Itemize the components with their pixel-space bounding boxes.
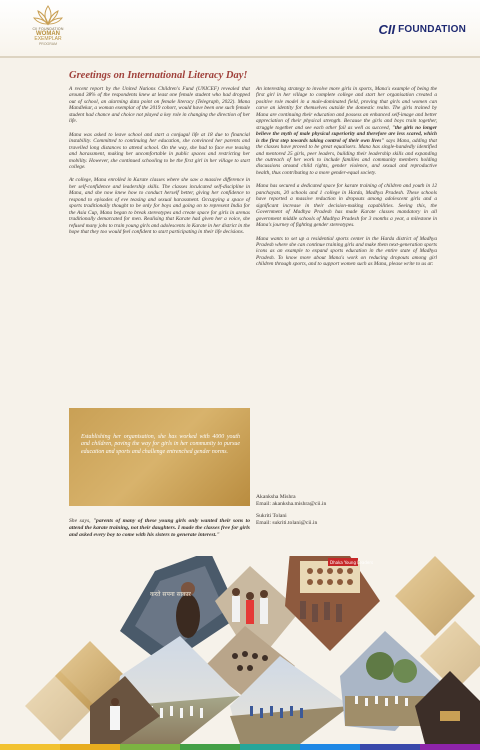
color-band — [360, 744, 420, 750]
color-band — [240, 744, 300, 750]
left-paragraph-3: At college, Mana enrolled in Karate classes where she saw a massive difference in her self-confidence and leadership skills. The classes inculcated self-discipline in Mana, and she now knew how to conduct herself better, giving her confidence to respond to episodes of eve teasing and sexual harassment. Occupying a space of sports traditionally thought to be only for boys and going on to represent India for the Asia Cup, Mana began to break stereotypes and create space for girls in arenas traditionally demarcated for men. Realising that Karate had given her a voice, she refused many jobs to train young girls and adolescents in Karate in her district in the hope that they too would feel confident to start participating in their life decisions. — [69, 177, 250, 236]
right-p1-quote: "the girls no longer believe the myth of male physical superiority and therefore are less scared, which is the first step towards taking control of their own lives" — [256, 124, 437, 144]
cii-wordmark: CII — [378, 22, 396, 37]
contact-entry — [256, 513, 416, 527]
photo-mosaic — [0, 556, 480, 744]
header — [0, 0, 480, 56]
contact-name: Sukriti Tolani — [256, 513, 287, 519]
callout-text: Establishing her organisation, she has worked with 4000 youth and children, paving the way for girls in her community to pursue education and sports and challenge entrenched gender norms. — [81, 434, 240, 455]
banner-text: Dhaka Young Leaders — [330, 560, 374, 565]
lotus-icon — [33, 3, 63, 29]
left-paragraph-2: Mana was asked to leave school and start a conjugal life at 18 due to financial instability. Committed to continuing her education, she convinced her parents and travelled long distances to attend school. On the way, she had to face eve teasing and harassment, making her uncomfortable in public spaces and restricting her mobility. However, she continued schooling to be the first girl in her village to start college. — [69, 131, 250, 170]
right-paragraph-1 — [256, 86, 437, 176]
color-band — [180, 744, 240, 750]
right-p1-end: says Mana, adding that the classes have proved to be great equalisers. Mana has single-handedly identified and mentored 25 girls, peer leaders, building their leadership skills and expanding the outreach of her work to include families and community members holding discussions around child rights, gender violence, and sexual and reproductive health, thus contributing to a more gender-equal society. — [256, 137, 437, 176]
color-band — [420, 744, 480, 750]
logo-program-line: PROGRAM — [38, 42, 58, 46]
cii-foundation-logo — [378, 22, 466, 37]
email-label: Email: — [256, 501, 273, 507]
gold-diamond — [395, 556, 475, 636]
email-link[interactable]: akanksha.mishra@cii.in — [272, 501, 327, 507]
contacts — [256, 494, 416, 532]
highlight-callout — [69, 408, 250, 506]
logo-exemplar-line: EXEMPLAR — [34, 36, 62, 42]
color-strip — [0, 744, 480, 750]
color-band — [60, 744, 120, 750]
color-band — [0, 744, 60, 750]
right-paragraph-2: Mana has secured a dedicated space for karate training of children and youth in 12 panchayats, 20 schools and 1 college in Harda, Madhya Pradesh. These schools have reported a massive reduction in dropouts among adolescent girls and a significant increase in their decision-making capabilities. Seeing this, the Government of Madhya Pradesh has made Karate classes mandatory in all government middle schools of Madhya Pradesh for 3 months a year, a milestone in Mana's journey of fighting gender stereotypes. — [256, 183, 437, 229]
poster-text: करते सपना साकार — [150, 591, 191, 598]
foundation-wordmark: FOUNDATION — [398, 24, 466, 35]
contact-entry — [256, 494, 416, 508]
header-divider — [0, 56, 480, 58]
logo-org-line: CII FOUNDATION — [32, 27, 64, 31]
color-band — [120, 744, 180, 750]
color-band — [300, 744, 360, 750]
right-column — [256, 86, 437, 275]
quote-text: "parents of many of these young girls only wanted their sons to attend the karate training, not their daughters. I made the classes free for girls and asked every boy to come with his sisters to generate interest." — [69, 518, 251, 538]
contact-email-line — [256, 520, 416, 527]
right-p1-start: An interesting strategy to involve more girls in sports, Mana's example of being the first girl in her village to complete college and start her organisation created a positive role model in a male-dominated field, proving that girls and women can carve an identity for themselves outside the domestic realm. The girls trained by Mana are continuing their education and possess an enhanced self-image and better appreciation of their physical strength. Because the girls and boys train together, struggle together and see each other fail as well as succeed, — [256, 86, 437, 131]
quote-block — [69, 518, 250, 539]
email-label: Email: — [256, 520, 273, 526]
page-title: Greetings on International Literacy Day! — [69, 70, 248, 81]
contact-email-line — [256, 501, 416, 508]
quote-intro: She says, — [69, 518, 93, 524]
left-paragraph-1: A recent report by the United Nations Children's Fund (UNICEF) revealed that around 38% of the respondents knew at least one female student who had dropped out of school, an alarming data point on female literacy (Telegraph, 2022). Mana Mandlekar, a woman exemplar of the 2019 cohort, would have been one such female student had chance and choice not played a key role in changing the direction of her life. — [69, 86, 250, 125]
woman-exemplar-logo — [18, 3, 78, 57]
email-link[interactable]: sukriti.tolani@cii.in — [272, 520, 318, 526]
logo-woman-line: WOMAN — [36, 31, 60, 37]
banner-photo — [285, 556, 380, 651]
contact-name: Akanksha Mishra — [256, 494, 296, 500]
left-column — [69, 86, 250, 243]
right-paragraph-3: Mana wants to set up a residential sports center in the Harda district of Madhya Pradesh where she can continue training girls and make them next-generation sports icons as an example to expand sports education in the entire state of Madhya Pradesh. To know more about Mana's work on reducing dropouts among girl children through sports, and to support women such as Mana, please write to us at: — [256, 235, 437, 268]
